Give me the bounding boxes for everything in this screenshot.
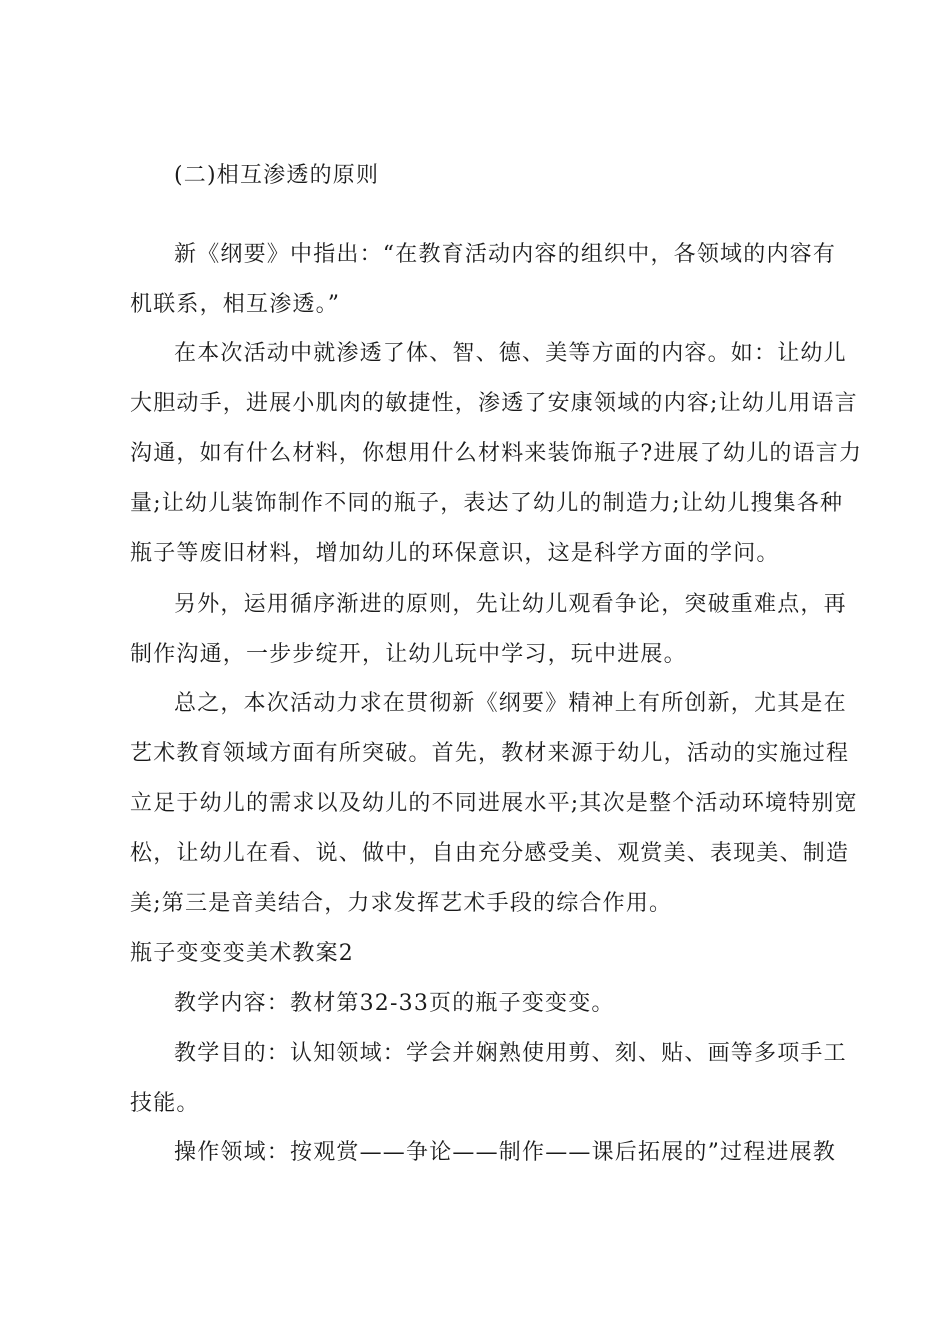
text-line: 操作领域：按观赏——争论——制作——课后拓展的”过程进展教 bbox=[174, 1140, 837, 1165]
text-line: 新《纲要》中指出：“在教育活动内容的组织中，各领域的内容有 bbox=[174, 242, 837, 267]
text-line: 另外，运用循序渐进的原则，先让幼儿观看争论，突破重难点，再 bbox=[174, 592, 847, 617]
text-line: 美;第三是音美结合，力求发挥艺术手段的综合作用。 bbox=[130, 891, 673, 916]
text-line: 制作沟通，一步步绽开，让幼儿玩中学习，玩中进展。 bbox=[130, 642, 687, 667]
text-line: 总之，本次活动力求在贯彻新《纲要》精神上有所创新，尤其是在 bbox=[174, 691, 847, 716]
paragraph-gradual-principle bbox=[130, 580, 847, 680]
paragraph-teaching-goal bbox=[130, 1029, 847, 1129]
text-line: 艺术教育领域方面有所突破。首先，教材来源于幼儿，活动的实施过程 bbox=[130, 741, 850, 766]
text-line: 立足于幼儿的需求以及幼儿的不同进展水平;其次是整个活动环境特别宽 bbox=[130, 791, 858, 816]
text-line: 瓶子变变变美术教案2 bbox=[130, 941, 354, 966]
paragraph-operation-domain bbox=[130, 1128, 837, 1178]
paragraph-gangyao-quote bbox=[130, 230, 837, 330]
paragraph-summary bbox=[130, 679, 858, 929]
text-line: 瓶子等废旧材料，增加幼儿的环保意识，这是科学方面的学问。 bbox=[130, 541, 780, 566]
text-line: (二)相互渗透的原则 bbox=[174, 163, 380, 188]
text-line: 机联系，相互渗透。” bbox=[130, 292, 341, 317]
text-line: 沟通，如有什么材料，你想用什么材料来装饰瓶子?进展了幼儿的语言力 bbox=[130, 441, 863, 466]
text-line: 大胆动手，进展小肌肉的敏捷性，渗透了安康领域的内容;让幼儿用语言 bbox=[130, 391, 858, 416]
text-line: 松，让幼儿在看、说、做中，自由充分感受美、观赏美、表现美、制造 bbox=[130, 841, 850, 866]
paragraph-activity-infiltration bbox=[130, 329, 863, 579]
text-line: 技能。 bbox=[130, 1091, 200, 1116]
text-line: 在本次活动中就渗透了体、智、德、美等方面的内容。如：让幼儿 bbox=[174, 341, 847, 366]
text-line: 教学目的：认知领域：学会并娴熟使用剪、刻、贴、画等多项手工 bbox=[174, 1041, 847, 1066]
text-line: 教学内容：教材第32-33页的瓶子变变变。 bbox=[174, 991, 615, 1016]
section-heading bbox=[130, 151, 830, 201]
paragraph-teaching-content bbox=[130, 979, 830, 1029]
text-line: 量;让幼儿装饰制作不同的瓶子，表达了幼儿的制造力;让幼儿搜集各种 bbox=[130, 491, 844, 516]
lesson-plan-title bbox=[130, 929, 830, 979]
